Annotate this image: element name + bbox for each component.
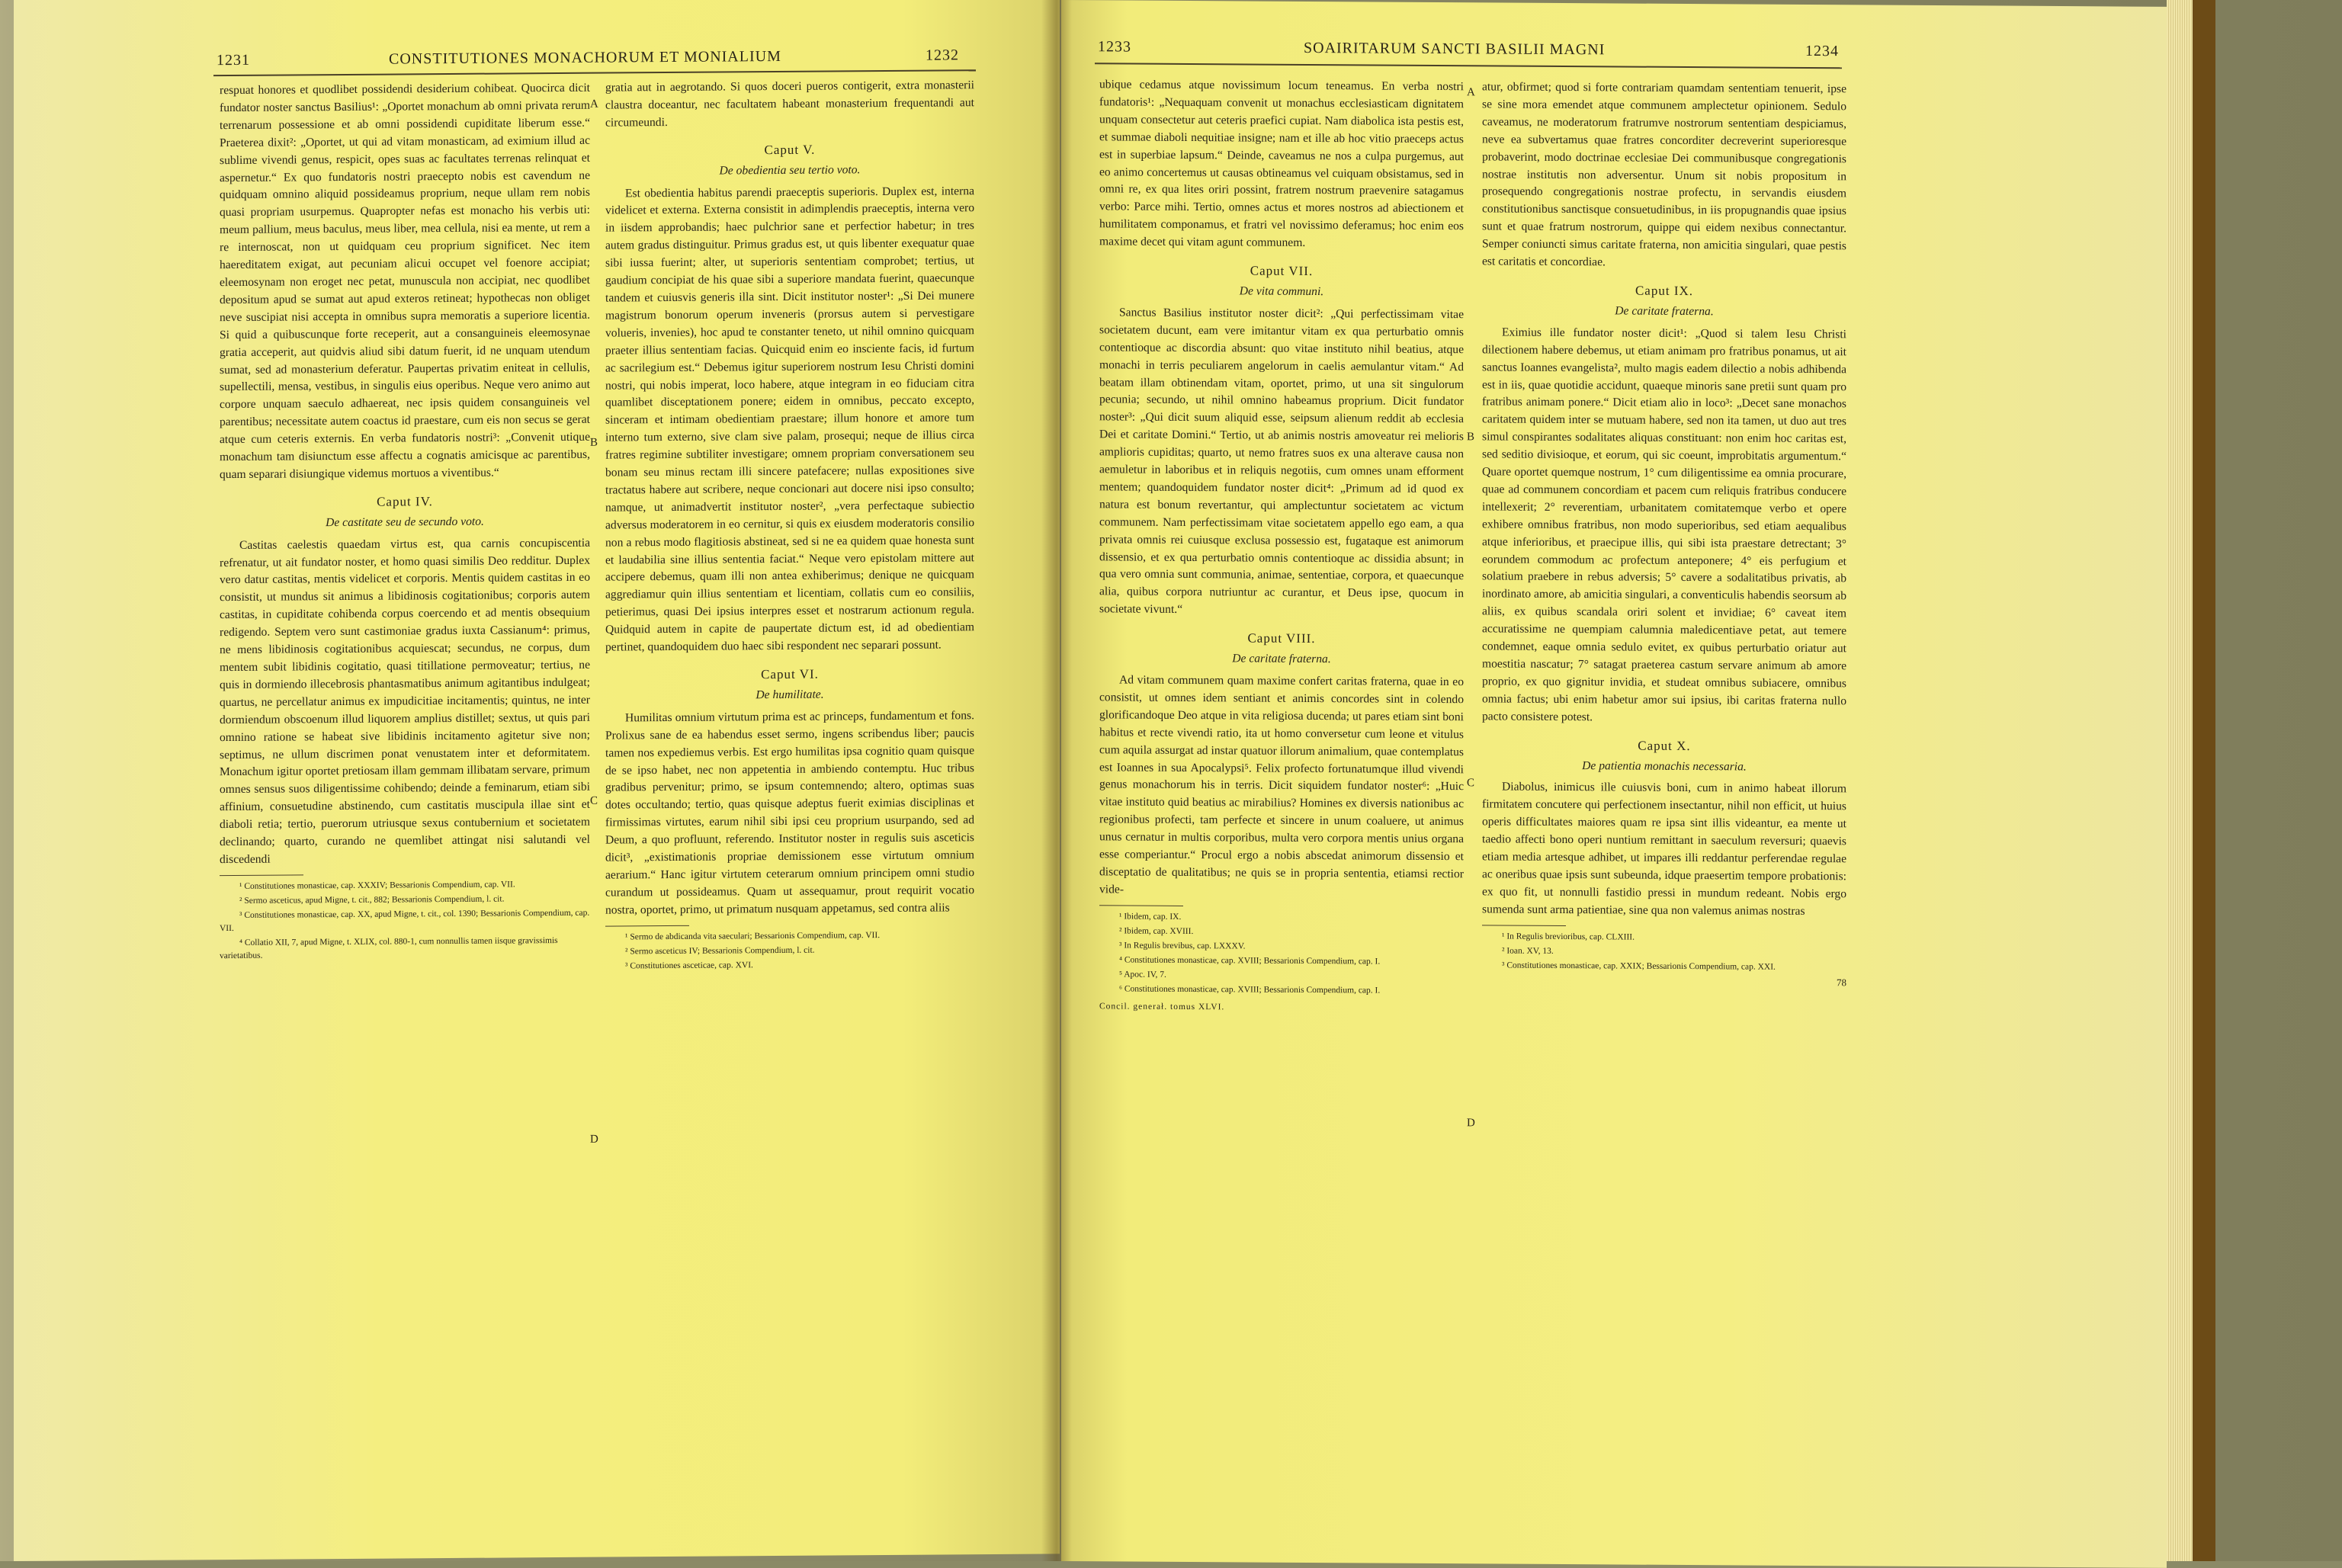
paragraph: atur, obfirmet; quod si forte contrariam quamdam sententiam tenuerit, ipse se sine mora emendet atque communem amplectetur opinionem. Sedulo caveamus, ne moderatorum fratrumve nostrorum sententiam despiciamus, neve ea subvertamus quae fratres concorditer decreverint superioresque probaverint, modo doctrinae ecclesiae Dei communibusque congregationis nostrae institutis non adversentur. Unum sit nobis propositum in prosequendo congregationis nostrae profectu, in servandis eiusdem constitutionibus sanctisque consuetudinibus, in iis propugnandis quae ipsius sunt et quae fratrum nostrorum, quippe qui eidem nexibus connectantur. Semper coniuncti simus caritate fraterna, non amicitia singulari, quae pestis est caritatis et concordiae. [1482, 80, 1846, 269]
footnote: ¹ Ibidem, cap. IX. [1119, 912, 1182, 922]
paragraph: gratia aut in aegrotando. Si quos doceri pueros contigerit, extra monasterii claustra doceantur, nec facultatem habeant monasterium frequentandi aut circumeundi. [605, 79, 974, 130]
margin-letter-c: C [1467, 777, 1475, 790]
footnote: ¹ Sermo de abdicanda vita saeculari; Bessarionis Compendium, cap. VII. [625, 930, 881, 942]
chapter-subtitle: De obedientia seu tertio voto. [719, 162, 861, 178]
page-number-1232: 1232 [926, 46, 959, 64]
footnote: ⁶ Constitutiones monasticae, cap. XVIII; Bessarionis Compendium, cap. I. [1119, 984, 1381, 996]
footnote: ² Ibidem, cap. XVIII. [1119, 926, 1194, 936]
page-number-1231: 1231 [217, 51, 250, 69]
chapter-subtitle: De caritate fraterna. [1232, 652, 1331, 666]
signature-line: Concil. generał. tomus XLVI. [1099, 1002, 1225, 1012]
page-stack-edge [2167, 0, 2193, 1561]
footnote: ¹ In Regulis brevioribus, cap. CLXIII. [1502, 932, 1635, 942]
left-page-column-1 [220, 80, 590, 1470]
paragraph: ubique cedamus atque novissimum locum teneamus. En verba nostri fundatoris¹: „Nequaquam convenit ut monachus ecclesiasticam dignitatem unquam consectetur aut ceteris praefici cupiat. Nam diabolica ista pestis est, et summae diaboli nequitiae insigne; nam et ille ab hoc vitio praeceps actus est in superbiae lapsum.“ Deinde, caveamus ne nos a culpa purgemus, aut eo animo concertemus ut causas obtineamus vel cuiquam obsistamus, sed in omni re, ex qua lites oriri possint, fratrem nostrum praevenire satagamus verbo: Parce mihi. Tertio, omnes actus et mores nostros ad abiectionem et humilitatem componamus, et fratri vel novissimo deferamus; hoc enim eos maxime decet qui vitam agunt communem. [1099, 78, 1464, 250]
paragraph: Eximius ille fundator noster dicit¹: „Quod si talem Iesu Christi dilectionem habere debemus, ut etiam animam pro fratribus ponamus, ut ait sanctus Ioannes evangelista², multo magis eadem dilectio a nobis adhibenda est in iis, quae quotidie accidunt, quaeque minoris sane pretii sunt quam pro fratribus animam ponere.“ Dicit etiam alio in loco³: „Decet sane monachos caritatem quidem inter se mutuam habere, sed non ita tamen, ut duo aut tres simul conspirantes sodalitates aliquas constituant: non enim hoc caritas est, sed seditio divisioque, et eorum, qui sic coeunt, improbitatis argumentum.“ Quare oportet quemque nostrum, 1° cum diligentissime ea omnia procurare, quae ad communem concordiam et pacem cum reliquis fratribus conducere intellexerit; 2° reverentiam, urbanitatem comitatemque verbo et opere exhibere omnibus fratribus, non modo superioribus, sed etiam aequalibus atque inferioribus, et praecipue illis, qui sibi ista praestare detrectant; 3° eorundem commodum ac profectum anteponere; 4° eis perfugium et solatium praebere in rebus adversis; 5° cavere a sodalitatibus privatis, ab inordinato amore, ab amicitia singulari, a conventiculis habendis seorsum ab aliis, ex quibus scandala oriri solent et invidiae; 6° caveat item accuratissime ne quempiam calumnia maledicentiave petat, aut temere condemnet, eaque omnia sedulo evitet, ex quibus perturbatio oriatur aut moestitia nascatur; 7° satagat praeterea castum servare animum ab amore proprio, ex quo gignitur invidia, et studeat omnibus subiacere, omnibus omnia factus; ubi enim habetur amor sui ipsius, ibi caritas fraterna nullo pacto consistere potest. [1482, 325, 1846, 723]
paragraph: Ad vitam communem quam maxime confert caritas fraterna, quae in eo consistit, ut omnes idem sentiant et animis concordes sint in colendo glorificandoque Deo atque in vita religiosa ducenda; ut pares etiam sint boni habitus et recte vivendi ratio, ita ut homo conversetur cum leone et vitulus cum aquila assurgat ad instar quatuor illorum animalium, quae contemplatus est Ioannes in sua Apocalypsi⁵. Felix profecto fortunatumque illud vivendi genus monachorum his in terris. Dicit siquidem fundator noster⁶: „Huic vitae instituto quid beatius ac mirabilius? Homines ex diversis nationibus ac regionibus profecti, tam perfecte et sincere in unum coaluere, ut animus unus cernatur in multis corporibus, multa vero corpora mentis unius organa esse comperiantur.“ Procul ergo a nobis abscedat animorum dissensio et disceptatio de qualitatibus; ne quis se in propria sententia, etiamsi rectior vide- [1099, 673, 1464, 896]
footnote: ⁴ Collatio XII, 7, apud Migne, t. XLIX, col. 880-1, cum nonnullis tamen iisque gravissimis varietatibus. [220, 935, 558, 960]
paragraph: Est obedientia habitus parendi praeceptis superioris. Duplex est, interna videlicet et externa. Externa consistit in adimplendis praeceptis, interna vero in iisdem approbandis; haec pulchrior sane et perfectior habetur; in tres autem gradus distinguitur. Primus gradus est, ut quis libenter exequatur quae sibi iussa fuerint; alter, ut superioris sententiam comprobet; tertius, ut gaudium concipiat de his quae sibi a superiore mandata fuerint, quaecunque tandem et cuiusvis generis illa sint. Dicit institutor noster¹: „Si Dei munere magistrum bonorum operum inveneris (prorsus autem si pervestigare volueris, invenies), hoc apud te constanter teneto, ut nihil omnino quicquam praeter illius sententiam facias. Quicquid enim eo insciente facis, id furtum ac sacrilegium est.“ Debemus igitur superiorem nostrum Iesu Christi domini nostri, qui nobis imperat, loco habere, atque integram in eo fiduciam citra quamlibet disceptationem ponere; eidem in omnibus, peccato excepto, sinceram et intimam obedientiam praestare; illum honore et amore tum interno tum externo, sive clam sive palam, prosequi; neque de illius circa fratres regimine subtiliter investigare; omnem propriam conversationem seu bonam seu minus rectam illi sincere patefacere; nullas expositiones sive tractatus habere aut scribere, neque concionari aut docere nisi ipso consulto; namque, ut animadvertit institutor noster², „vera perfectaque subiectio adversus moderatorem in eo cernitur, si quis ex eiusdem moderatoris consilio non a rebus modo flagitiosis abstineat, sed si ne ea quidem quae honesta sunt et laudabilia sine illius sententia faciat.“ Neque vero epistolam mittere aut accipere debemus, quam illi non antea exhiberimus; denique ne quicquam aggrediamur quin illius sententiam et licentiam, collatis cum eo consiliis, petierimus, quasi Dei ipsius interpres esset et nostrarum actionum regula. Quidquid autem in capite de paupertate dictum est, id ad obedientiam pertinet, quandoquidem duo haec sibi respondent nec separari possunt. [605, 184, 974, 654]
footnote: ² Ioan. XV, 13. [1502, 946, 1554, 956]
footnote: ⁴ Constitutiones monasticae, cap. XVIII; Bessarionis Compendium, cap. I. [1119, 955, 1381, 967]
paragraph: Diabolus, inimicus ille cuiusvis boni, cum in animo habeat illorum firmitatem concutere qui perfectionem insectantur, nihil non efficit, ut huius operis difficultates maiores quam re ipsa sint illis videantur, ea mente ut taedio affecti bono operi nuntium remittant in saeculum reversuri; quaevis etiam media artesque adhibet, ut impares illi reddantur perferendae regulae ac oneribus quae ipsis sunt subeunda, idque praesertim tempore probationis: ex quo fit, ut nonnulli fastidio pressi in mundum redeant. Nobis ergo sumenda sunt arma patientiae, sine qua non valemus animas nostras [1482, 780, 1846, 918]
footnote-rule [1099, 905, 1183, 906]
chapter-heading: Caput VI. [761, 666, 819, 682]
footnote: ³ Constitutiones monasticae, cap. XX, apud Migne, t. cit., col. 1390; Bessarionis Compendium, cap. VII. [220, 908, 590, 933]
page-number-1233: 1233 [1098, 38, 1131, 56]
left-page [14, 0, 1060, 1561]
footnote-rule [220, 874, 303, 876]
chapter-heading: Caput VII. [1250, 263, 1314, 279]
chapter-heading: Caput X. [1638, 738, 1691, 753]
running-title-left: CONSTITUTIONES MONACHORUM ET MONIALIUM [389, 47, 781, 68]
chapter-subtitle: De patientia monachis necessaria. [1582, 758, 1747, 774]
footnote-rule [1482, 925, 1566, 926]
footnote: ³ Constitutiones asceticae, cap. XVI. [625, 960, 753, 971]
right-page-column-2 [1482, 79, 1846, 1476]
chapter-heading: Caput IV. [377, 494, 433, 509]
margin-letter-b: B [590, 436, 598, 449]
margin-letter-b: B [1467, 431, 1475, 444]
left-running-head [14, 46, 1060, 76]
running-title-right: SOAIRITARUM SANCTI BASILII MAGNI [1304, 39, 1606, 59]
footnote: ³ Constitutiones monasticae, cap. XXIX; Bessarionis Compendium, cap. XXI. [1502, 960, 1776, 972]
footnote: ² Sermo asceticus IV; Bessarionis Compendium, l. cit. [625, 945, 815, 957]
page-number-1234: 1234 [1805, 42, 1839, 60]
chapter-subtitle: De caritate fraterna. [1615, 304, 1714, 319]
chapter-subtitle: De humilitate. [756, 688, 824, 702]
footnote: ³ In Regulis brevibus, cap. LXXXV. [1119, 941, 1246, 951]
right-page-column-1 [1099, 76, 1464, 1473]
margin-letter-d: D [1467, 1117, 1475, 1130]
paragraph: Castitas caelestis quaedam virtus est, qua carnis concupiscentia refrenatur, ut ait fundator noster, et homo quasi similis Deo redditur. Duplex vero datur castitas, mentis videlicet et corporis. Mentis quidem castitas in eo consistit, ut mundus sit animus a libidinosis cogitationibus; corporis autem castitas, in cupiditate cohibenda corpus coercendo et ad mentis obsequium redigendo. Septem vero sunt castimoniae gradus iuxta Cassianum⁴: primus, ne mens libidinosis cogitationibus acquiescat; secundus, ne corpus, dum mentem subit libidinis cogitatio, quasi titillatione permoveatur; tertius, ne quis in dormiendo illecebrosis phantasmatibus animum agitantibus indulgeat; quartus, ne percellatur animus ex impudicitiae incitamentis; quintus, ne inter dormiendum obscoenum illud liquorem amplius distillet; sextus, ut quis pari omnino ratione se habeat sive libidinis incitamento agitetur sive non; septimus, ne ullum discrimen ponat venustatem inter et deformitatem. Monachum igitur oportet pretiosam illam gemmam illibatam servare, primum omnes sensus suos diligentissime cohibendo; deinde a feminarum, etiam sibi affinium, consuetudine abstinendo, cum castitatis muscipula illae sint et diaboli retia; tertio, puerorum utriusque sexus contubernium et societatem declinando; quarto, curando ne quemlibet attingat nisi salutandi vel discedendi [220, 536, 590, 867]
margin-letter-c: C [590, 794, 598, 807]
footnote-rule [605, 925, 689, 927]
book-cover-edge [2193, 0, 2215, 1561]
margin-letter-d: D [590, 1133, 598, 1146]
margin-letter-a: A [590, 98, 598, 111]
right-page [1061, 0, 2167, 1568]
book-gutter [1041, 0, 1072, 1561]
chapter-heading: Caput V. [764, 142, 816, 157]
chapter-subtitle: De vita communi. [1239, 284, 1324, 299]
footnote: ¹ Constitutiones monasticae, cap. XXXIV; Bessarionis Compendium, cap. VII. [239, 880, 515, 891]
footnote: ⁵ Apoc. IV, 7. [1119, 970, 1166, 980]
left-page-column-2 [605, 77, 974, 1467]
paragraph: Humilitas omnium virtutum prima est ac princeps, fundamentum et fons. Prolixus sane de ea habendus esset sermo, ingens scribendus liber; paucis tamen nos expediemus verbis. Est ergo humilitas ipsa cognitio quam quisque de se ipso habet, nec non appetentia in ambiendo contemptu. Huc tribus gradibus pervenitur; primo, se ipsum contemnendo; altero, optimas suas dotes occultando; tertio, quas quisque adeptus fuerit eximias disciplinas et firmissimas virtutes, earum nihil sibi ipsi ceu proprium usurpando, sed ad Deum, a quo profluunt, referendo. Institutor noster in regulis suis asceticis dicit³, „existimationis propriae demissionem esse virtutum omnium aerarium.“ Hanc igitur virtutem ceterarum omnium principem omni studio curandum ut possideamus. Quam ut assequamur, prout requirit vocatio nostra, oportet, primo, ut primatum nusquam appetamus, sed contra aliis [605, 709, 974, 917]
paragraph: Sanctus Basilius institutor noster dicit²: „Qui perfectissimam vitae societatem ducunt, eam vere imitantur vitam ex qua perturbatio omnis contentioque ac discordia absunt: quo vitae instituto nihil beatius, atque monachi in terris peculiarem angelorum in caelis aemulantur vitam.“ Ad beatam illam obtinendam vitam, oportet, primo, ut una sit singulorum pecunia; secundo, ut nihil omnino habeamus proprium. Dicit fundator noster³: „Qui dicit suum aliquid esse, seipsum alienum reddit ab ecclesia Dei et caritate Domini.“ Tertio, ut ab animis nostris amoveatur rei melioris amplioris cupiditas; quarto, ut nemo fratres suos ex una alterave causa non aemuletur in laboribus et in reliquis negotiis, cum omnes unam efforment mentem; quandoquidem fundator noster dicit⁴: „Primum ad id quod ex natura est bonum revertantur, qui amplectuntur societatem ac victum communem. Nam perfectissimam vitae societatem appello ego eam, a qua privata omnis rei cuiusque exclusa possessio est, fugataque est animorum dissensio, et ex qua perturbatio omnis contentioque ac dissidia absunt; in qua vero omnia sunt communia, animae, sententiae, corpora, et quaecunque alia, quibus corpora nutriuntur ac curantur, et Deus ipse, quocum in societate vivunt.“ [1099, 306, 1464, 617]
chapter-heading: Caput IX. [1635, 283, 1694, 299]
footnote: ² Sermo asceticus, apud Migne, t. cit., 882; Bessarionis Compendium, l. cit. [239, 894, 505, 906]
chapter-heading: Caput VIII. [1247, 630, 1316, 646]
sheet-number: 78 [1837, 976, 1846, 988]
margin-letter-a: A [1467, 86, 1475, 99]
paragraph: respuat honores et quodlibet possidendi desiderium cohibeat. Quocirca dicit fundator noster sanctus Basilius¹: „Oportet monachum ab omni privata rerum terrenarum possessione et ab omni possidendi cupiditate liberum esse.“ Praeterea dixit²: „Oportet, ut qui ad vitam monasticam, ad eximium illud ac sublime vivendi genus, respicit, opes suas ac facultates terrenas relinquat et aspernetur.“ Ex quo fundatoris nostri praecepto nobis est cavendum ne quidquam omnino aliquid possideamus proprium, neque ullam rem nobis quasi propriam usurpemus. Quapropter nefas est monacho his verbis uti: meum pallium, meus baculus, meus liber, mea cellula, nisi ea mente, ut rem a re internoscat, non ut quidquam ceu proprium significet. Nec item haereditatem exigat, aut pecuniam alicui occupet vel foenore accipiat; eleemosynam non eroget nec petat, munuscula non accipiat, nec quodlibet depositum apud se sumat aut apud exteros retineat; hypothecas non obliget neve suscipiat nisi accepta in omnibus supra memoratis a superiore licentia. Si quid a quibuscunque forte receperit, aut a consanguineis eleemosynae gratia acceperit, aut quidvis aliud sibi datum fuerit, id ne unquam utendum sumat, sed ad monasterium deferatur. Paupertas privatim eniteat in cellulis, supellectili, mensa, vestibus, in singulis eius operibus. Neque vero animo aut corpore unquam saeculo adhaereat, nec ipsis quidem consanguineis vel parentibus; necessitate autem coactus id praestare, cum eis non secus se gerat atque cum ceteris externis. En verba fundatoris nostri³: „Convenit utique monachum tam disiunctum esse affectu a cognatis amicisque ac parentibus, quam separari disiungique videmus mortuos a viventibus.“ [220, 81, 590, 482]
chapter-subtitle: De castitate seu de secundo voto. [326, 515, 484, 529]
